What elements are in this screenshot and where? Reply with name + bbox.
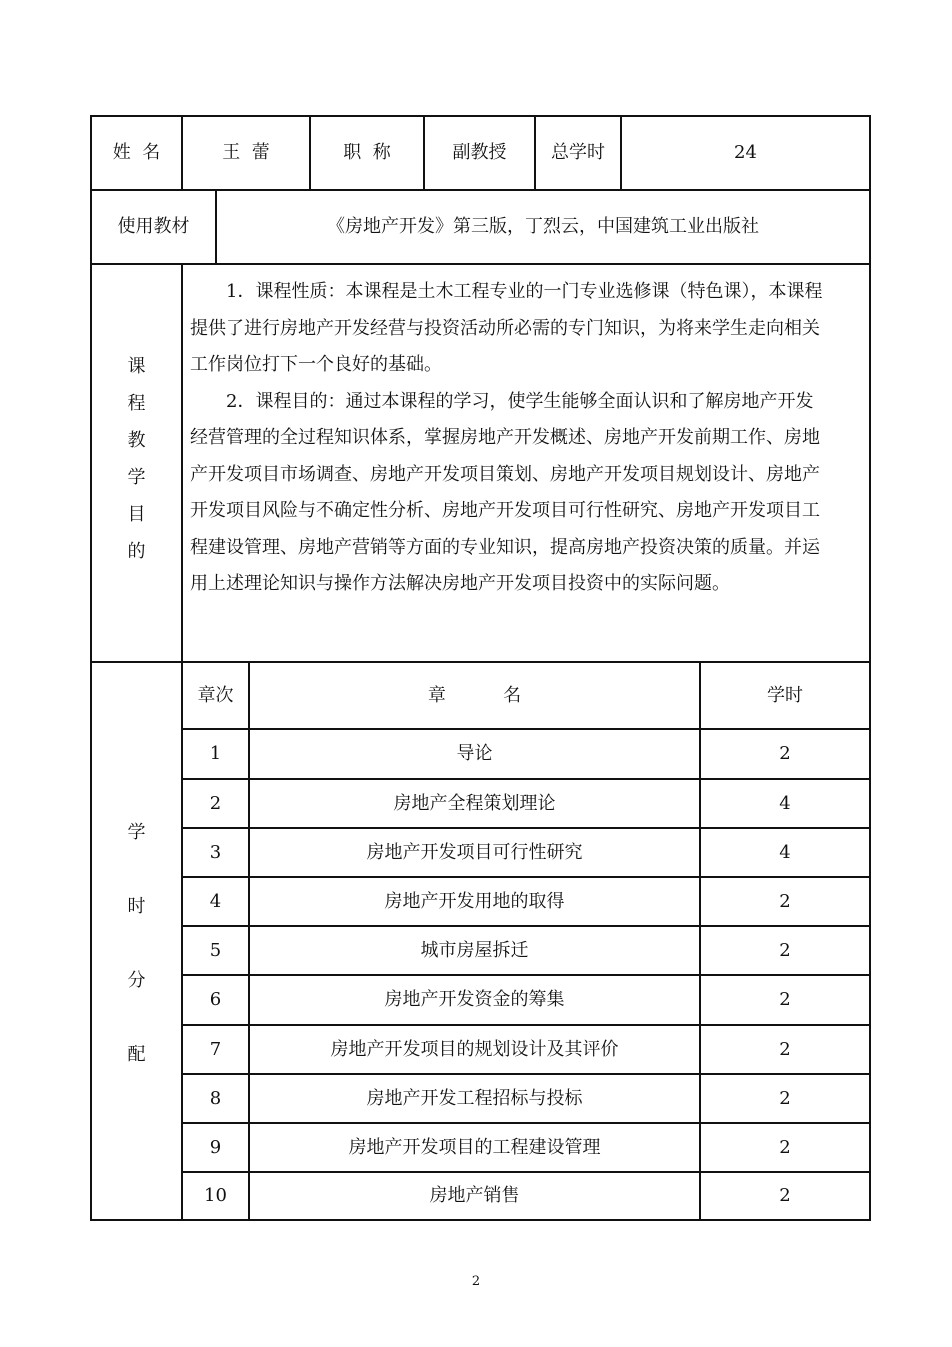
chapter-no: 8 — [209, 1087, 222, 1109]
objectives-label — [92, 352, 181, 574]
total-hours-value: 24 — [734, 142, 757, 163]
objectives-line: 工作岗位打下一个良好的基础。 — [190, 354, 442, 375]
chapter-no: 6 — [209, 989, 222, 1010]
chapter-no: 2 — [209, 792, 222, 814]
objectives-text — [190, 274, 862, 603]
col-header-hours: 学时 — [767, 684, 803, 706]
objectives-line: 1．课程性质：本课程是土木工程专业的一门专业选修课（特色课），本课程 — [226, 281, 823, 302]
hours-distribution-label — [92, 818, 181, 1114]
objectives-line: 经营管理的全过程知识体系，掌握房地产开发概述、房地产开发前期工作、房地 — [190, 427, 820, 448]
chapter-hours: 2 — [779, 1185, 791, 1206]
objectives-label-char: 课 — [127, 356, 146, 377]
chapter-name: 城市房屋拆迁 — [420, 939, 529, 961]
chapter-name: 房地产开发项目的工程建设管理 — [348, 1136, 601, 1158]
hours-label-char: 分 — [127, 970, 146, 991]
textbook-label: 使用教材 — [117, 216, 190, 237]
chapter-name: 房地产开发项目可行性研究 — [366, 841, 583, 863]
chapter-hours: 4 — [779, 792, 791, 814]
chapter-no: 9 — [209, 1136, 222, 1158]
objectives-label-char: 程 — [127, 393, 146, 414]
chapter-name: 房地产开发资金的筹集 — [384, 989, 565, 1010]
name-label: 姓 名 — [112, 142, 161, 163]
chapter-no: 7 — [209, 1038, 222, 1060]
objectives-label-char: 目 — [127, 504, 146, 525]
chapter-hours: 2 — [779, 939, 791, 961]
chapter-name: 房地产销售 — [429, 1185, 520, 1206]
chapter-no: 1 — [209, 743, 222, 764]
chapter-name: 房地产开发用地的取得 — [384, 890, 565, 912]
total-hours-label: 总学时 — [551, 142, 605, 163]
chapter-no: 4 — [209, 890, 222, 912]
chapter-hours: 2 — [779, 1136, 791, 1158]
hours-label-char: 时 — [127, 896, 146, 917]
chapter-name: 导论 — [456, 743, 493, 764]
objectives-label-char: 教 — [127, 430, 146, 451]
objectives-line: 2．课程目的：通过本课程的学习，使学生能够全面认识和了解房地产开发 — [226, 390, 814, 412]
objectives-label-char: 的 — [127, 541, 146, 562]
objectives-line: 提供了进行房地产开发经营与投资活动所必需的专门知识，为将来学生走向相关 — [190, 317, 820, 339]
chapter-hours: 4 — [779, 841, 791, 863]
textbook-value: 《房地产开发》第三版，丁烈云，中国建筑工业出版社 — [327, 216, 759, 237]
col-header-chapter-name: 章 名 — [427, 684, 522, 706]
chapter-hours: 2 — [779, 1038, 791, 1060]
objectives-line: 开发项目风险与不确定性分析、房地产开发项目可行性研究、房地产开发项目工 — [190, 500, 820, 521]
objectives-line: 用上述理论知识与操作方法解决房地产开发项目投资中的实际问题。 — [190, 573, 730, 594]
chapter-hours: 2 — [779, 989, 791, 1010]
chapter-no: 5 — [209, 939, 222, 961]
name-value: 王 蕾 — [222, 142, 270, 163]
objectives-line: 程建设管理、房地产营销等方面的专业知识，提高房地产投资决策的质量。并运 — [190, 536, 820, 558]
chapter-hours: 2 — [779, 743, 791, 764]
chapter-no: 3 — [209, 841, 222, 863]
title-label: 职 称 — [343, 142, 391, 163]
hours-label-char: 学 — [127, 822, 146, 843]
chapter-name: 房地产开发项目的规划设计及其评价 — [330, 1038, 619, 1060]
chapter-name: 房地产开发工程招标与投标 — [366, 1087, 583, 1109]
chapter-hours: 2 — [779, 890, 791, 912]
chapter-no: 10 — [204, 1185, 227, 1206]
objectives-line: 产开发项目市场调查、房地产开发项目策划、房地产开发项目规划设计、房地产 — [190, 463, 820, 485]
page-number: 2 — [471, 1274, 481, 1289]
col-header-chapter-no: 章次 — [197, 684, 234, 706]
chapter-name: 房地产全程策划理论 — [393, 792, 556, 814]
objectives-label-char: 学 — [127, 467, 146, 488]
chapter-hours: 2 — [779, 1087, 791, 1109]
title-value: 副教授 — [452, 142, 507, 163]
hours-label-char: 配 — [127, 1044, 146, 1065]
